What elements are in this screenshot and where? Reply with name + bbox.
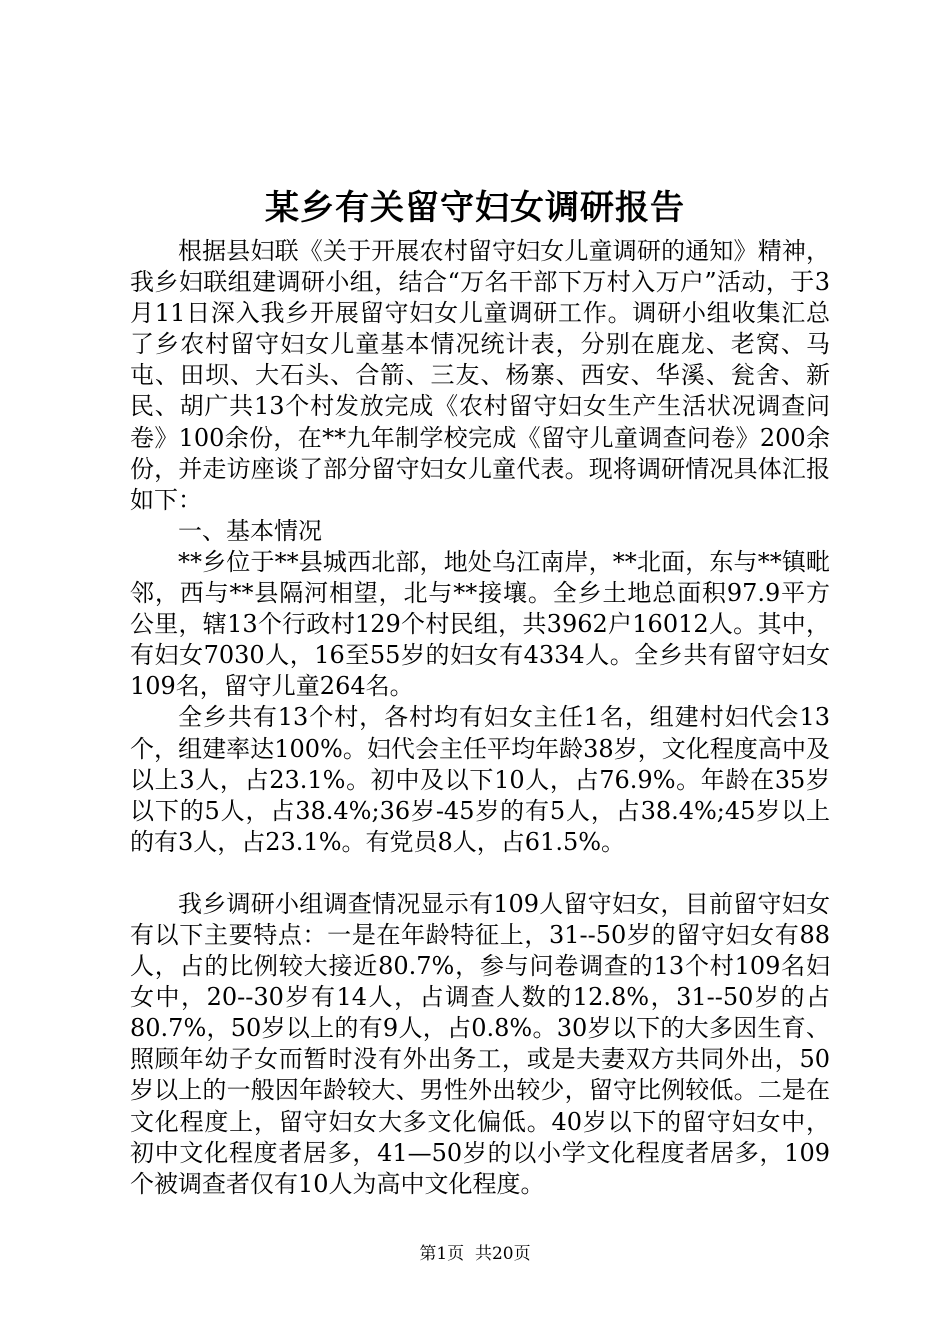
document-title: 某乡有关留守妇女调研报告 — [265, 188, 685, 228]
document-body — [130, 236, 830, 1200]
paragraph-survey-findings: 我乡调研小组调查情况显示有109人留守妇女，目前留守妇女有以下主要特点：一是在年龄特征上，31--50岁的留守妇女有88人，占的比例较大接近80.7%，参与问卷调查的13个村109名妇女中，20--30岁有14人，占调查人数的12.8%，31--50岁的占80.7%，50岁以上的有9人，占0.8%。30岁以下的大多因生育、照顾年幼子女而暂时没有外出务工，或是夫妻双方共同外出，50岁以上的一般因年龄较大、男性外出较少，留守比例较低。二是在文化程度上，留守妇女大多文化偏低。40岁以下的留守妇女中，初中文化程度者居多，41—50岁的以小学文化程度者居多，109个被调查者仅有10人为高中文化程度。 — [130, 889, 830, 1198]
section-heading-basic-info: 一、基本情况 — [178, 516, 322, 545]
page-footer — [0, 1243, 950, 1265]
paragraph-intro: 根据县妇联《关于开展农村留守妇女儿童调研的通知》精神，我乡妇联组建调研小组，结合“万名干部下万村入万户”活动，于3月11日深入我乡开展留守妇女儿童调研工作。调研小组收集汇总了乡农村留守妇女儿童基本情况统计表，分别在鹿龙、老窝、马屯、田坝、大石头、合箭、三友、杨寨、西安、华溪、瓮舍、新民、胡广共13个村发放完成《农村留守妇女生产生活状况调查问卷》100余份，在**九年制学校完成《留守儿童调查问卷》200余份，并走访座谈了部分留守妇女儿童代表。现将调研情况具体汇报如下： — [130, 237, 830, 514]
page-number: 第1页 共20页 — [419, 1244, 531, 1264]
paragraph-womens-congress: 全乡共有13个村，各村均有妇女主任1名，组建村妇代会13个，组建率达100%。妇代会主任平均年龄38岁，文化程度高中及以上3人，占23.1%。初中及以下10人，占76.9%。年龄在35岁以下的5人，占38.4%;36岁-45岁的有5人，占38.4%;45岁以上的有3人，占23.1%。有党员8人，占61.5%。 — [130, 703, 830, 856]
paragraph-township-overview: **乡位于**县城西北部，地处乌江南岸，**北面，东与**镇毗邻，西与**县隔河相望，北与**接壤。全乡土地总面积97.9平方公里，辖13个行政村129个村民组，共3962户16012人。其中，有妇女7030人，16至55岁的妇女有4334人。全乡共有留守妇女109名，留守儿童264名。 — [130, 547, 830, 701]
